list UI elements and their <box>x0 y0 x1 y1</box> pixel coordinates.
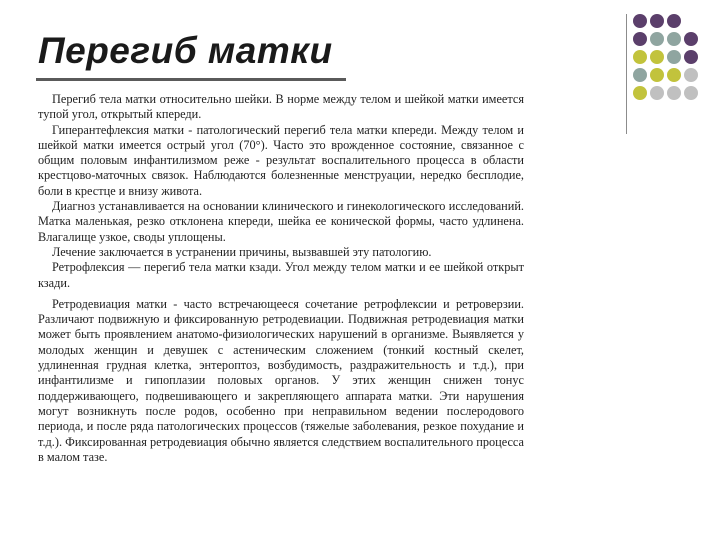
paragraph-retrodeviation: Ретродевиация матки - часто встречающееся сочетание ретрофлексии и ретроверзии. Различают подвижную и фиксированную ретродевиации. Подвижная ретродевиация матки может быть проявлением анатомо-физиологических нарушений в организме. Выявляется у молодых женщин и девушек с астеническим сложением (тонкий костный скелет, удлиненная грудная клетка, энтероптоз, возбудимость, раздражительность и т.д.), при инфантилизме и гипоплазии половых органов. У этих женщин снижен тонус поддерживающего, подвешивающего и закрепляющего аппарата матки. Эти нарушения могут возникнуть после родов, особенно при неправильном ведении послеродового периода, и после ряда патологических процессов (тяжелые заболевания, резкое похудание и т.д.). Фиксированная ретродевиация обычно является следствием воспалительного процесса в малом тазе. <box>38 296 524 464</box>
paragraph-treatment: Лечение заключается в устранении причины, вызвавшей эту патологию. <box>52 244 432 259</box>
decorative-dot <box>650 32 664 46</box>
paragraph-intro: Перегиб тела матки относительно шейки. В норме между телом и шейкой матки имеется тупой угол, открытый кпереди. <box>38 92 524 122</box>
title-underline <box>36 78 346 81</box>
decorative-dot <box>650 68 664 82</box>
slide-title: Перегиб матки <box>38 30 333 71</box>
decorative-dot <box>633 68 647 82</box>
decorative-dot <box>650 50 664 64</box>
decorative-dot <box>667 86 681 100</box>
decorative-dot <box>684 68 698 82</box>
decorative-dot <box>667 68 681 82</box>
decorative-dot <box>650 14 664 28</box>
decorative-dot <box>633 86 647 100</box>
paragraph-retroflexion: Ретрофлексия — перегиб тела матки кзади. Угол между телом матки и ее шейкой открыт кзади. <box>38 260 524 290</box>
paragraph-hyperanteflexion: Гиперантефлексия матки - патологический перегиб тела матки кпереди. Между телом и шейкой матки имеется острый угол (70°). Часто это врожденное состояние, связанное с общим половым инфантилизмом реже - результат воспалительного процесса в области крестцово-маточных связок. Наблюдаются болезненные менструации, нередко бесплодие, боли в крестце и внизу живота. <box>38 122 524 198</box>
decorative-divider <box>626 14 627 134</box>
decorative-dot <box>684 14 698 28</box>
decorative-dot-grid <box>633 14 699 101</box>
decorative-dot <box>633 50 647 64</box>
decorative-dot <box>684 86 698 100</box>
decorative-dot <box>667 32 681 46</box>
decorative-dot <box>684 32 698 46</box>
decorative-dot <box>684 50 698 64</box>
decorative-dot <box>633 14 647 28</box>
scanned-text-block <box>38 92 524 465</box>
paragraph-diagnosis: Диагноз устанавливается на основании клинического и гинекологического исследований. Матка маленькая, резко отклонена кпереди, шейка ее конической формы, часто удлинена. Влагалище узкое, своды уплощены. <box>38 199 524 244</box>
decorative-dot <box>667 14 681 28</box>
decorative-dot <box>650 86 664 100</box>
decorative-dot <box>633 32 647 46</box>
decorative-dot <box>667 50 681 64</box>
